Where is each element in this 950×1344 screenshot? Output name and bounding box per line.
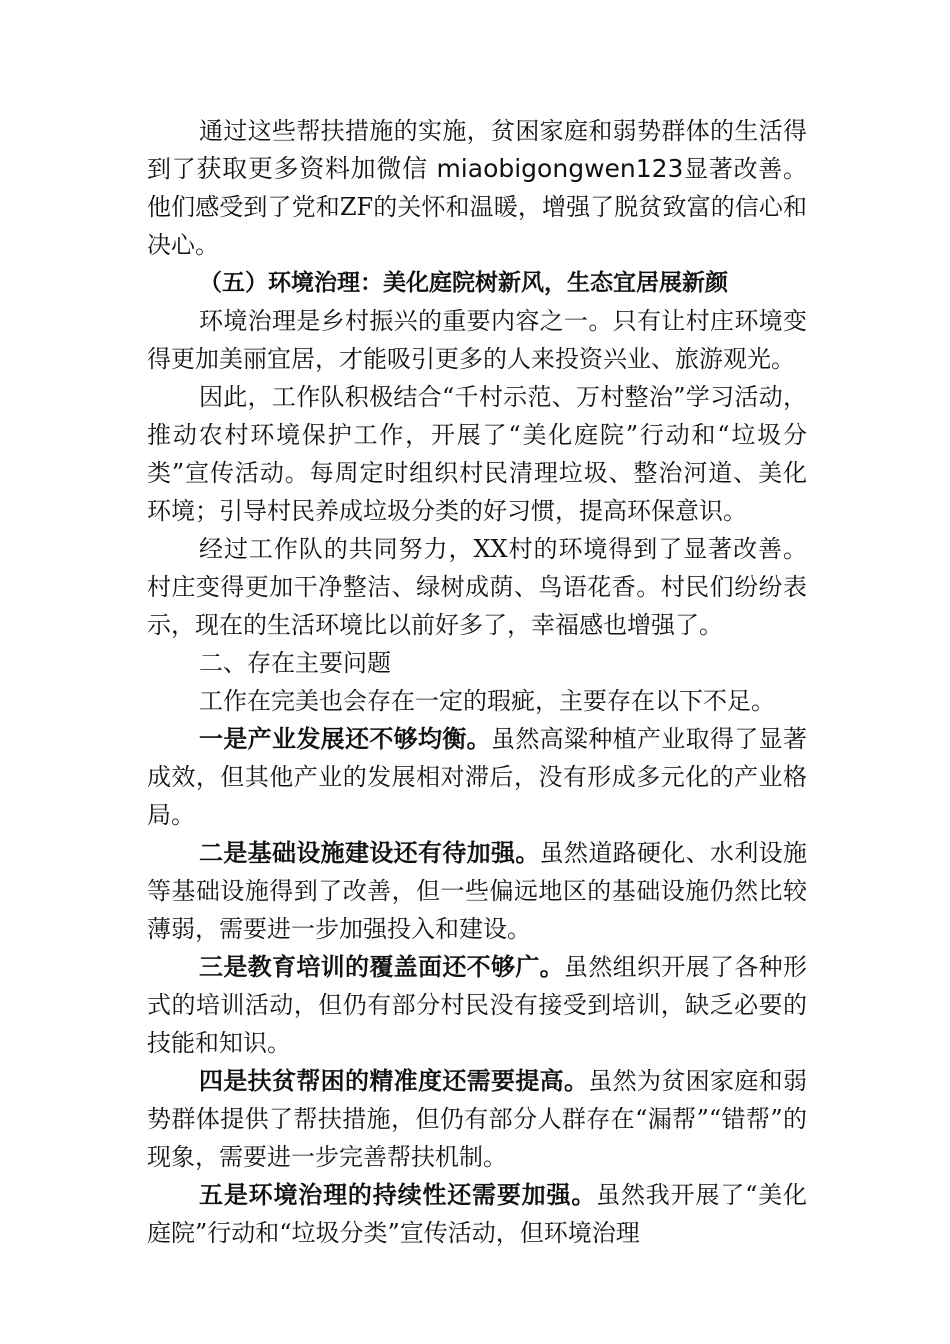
issue-lead: 三是教育培训的覆盖面还不够广。 (199, 953, 564, 981)
issue-lead: 五是环境治理的持续性还需要加强。 (199, 1181, 597, 1209)
issue-lead: 四是扶贫帮困的精准度还需要提高。 (199, 1067, 589, 1095)
paragraph-environment-actions: 因此，工作队积极结合“千村示范、万村整治”学习活动，推动农村环境保护工作，开展了“美化庭院”行动和“垃圾分类”宣传活动。每周定时组织村民清理垃圾、整治河道、美化环境；引导村民养成垃圾分类的好习惯，提高环保意识。 (147, 383, 807, 525)
issue-lead: 二是基础设施建设还有待加强。 (199, 839, 540, 867)
issue-item (147, 720, 807, 834)
issue-text: 虽然组织开展了各种形式的培训活动，但仍有部分村民没有接受到培训，缺乏必要的技能和知识。 (147, 953, 807, 1057)
issue-text: 虽然我开展了“美化庭院”行动和“垃圾分类”宣传活动，但环境治理 (147, 1181, 807, 1247)
paragraph-text: 显著改善。他们感受到了党和ZF的关怀和温暖，增强了脱贫致富的信心和决心。 (147, 155, 807, 259)
issue-item (147, 948, 807, 1062)
issue-text: 虽然高粱种植产业取得了显著成效，但其他产业的发展相对滞后，没有形成多元化的产业格局。 (147, 725, 807, 829)
paragraph-environment-results: 经过工作队的共同努力，XX村的环境得到了显著改善。村庄变得更加干净整洁、绿树成荫、鸟语花香。村民们纷纷表示，现在的生活环境比以前好多了，幸福感也增强了。 (147, 535, 807, 639)
issue-item (147, 834, 807, 948)
promo-text: 获取更多资料加微信 miaobigongwen123 (196, 154, 684, 183)
issue-lead: 一是产业发展还不够均衡。 (199, 725, 491, 753)
subheading-environment: （五）环境治理：美化庭院树新风，生态宜居展新颜 (199, 269, 728, 296)
issue-item (147, 1176, 807, 1252)
issue-text: 虽然道路硬化、水利设施等基础设施得到了改善，但一些偏远地区的基础设施仍然比较薄弱，需要进一步加强投入和建设。 (147, 839, 808, 943)
paragraph-text: 通过这些帮扶措施的实施，贫困家庭和弱势群体的生活得到了 (147, 117, 807, 183)
paragraph-assistance-results (147, 112, 807, 264)
paragraph-problems-intro: 工作在完美也会存在一定的瑕疵，主要存在以下不足。 (199, 687, 775, 715)
issue-item (147, 1062, 807, 1176)
issue-text: 虽然为贫困家庭和弱势群体提供了帮扶措施，但仍有部分人群存在“漏帮”“错帮”的现象，需要进一步完善帮扶机制。 (147, 1067, 808, 1171)
section-heading-problems: 二、存在主要问题 (199, 649, 391, 677)
document-page (147, 112, 807, 1252)
paragraph-environment-intro: 环境治理是乡村振兴的重要内容之一。只有让村庄环境变得更加美丽宜居，才能吸引更多的人来投资兴业、旅游观光。 (147, 307, 807, 373)
